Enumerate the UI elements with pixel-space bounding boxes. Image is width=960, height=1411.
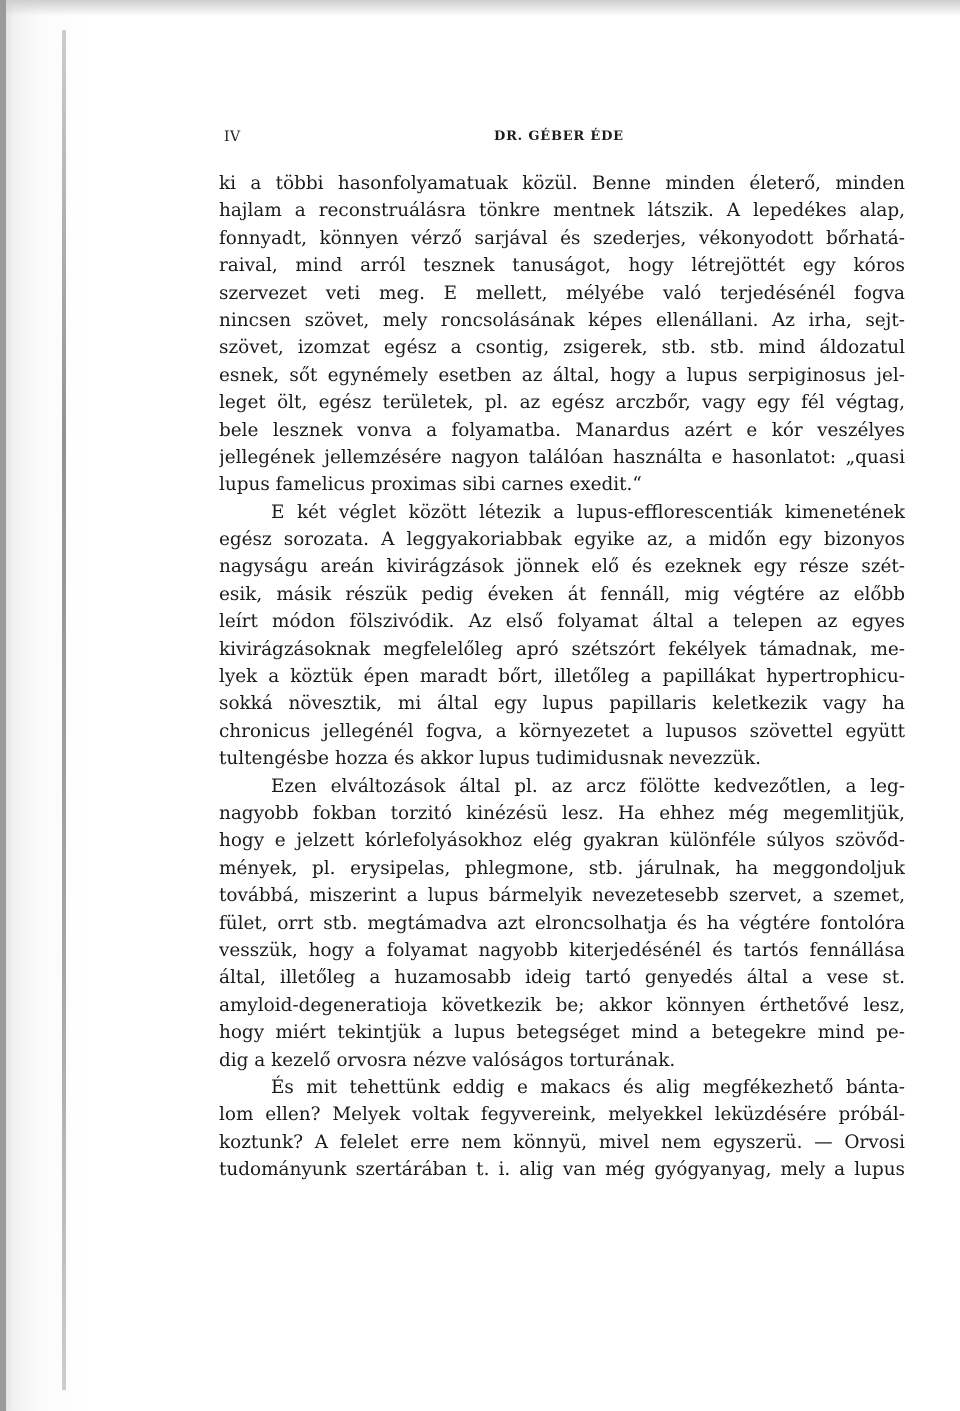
running-title: DR. GÉBER ÉDE — [494, 129, 624, 144]
text-line: szervezet veti meg. E mellett, mélyébe való terjedésénél fogva — [219, 282, 905, 304]
text-line: szövet, izomzat egész a csontig, zsigerek, stb. stb. mind áldozatul — [219, 337, 905, 359]
text-line: leírt módon fölszivódik. Az első folyamat által a telepen az egyes — [219, 611, 905, 633]
text-line: esnek, sőt egynémely esetben az által, hogy a lupus serpiginosus jel- — [219, 364, 905, 386]
text-line: egész sorozata. A leggyakoriabbak egyike az, a midőn egy bizonyos — [219, 529, 905, 551]
text-line: lyek a köztük épen maradt bőrt, illetőleg a papillákat hypertrophicu- — [219, 666, 905, 688]
text-line: lupus famelicus proximas sibi carnes exedit.“ — [219, 474, 642, 496]
text-line: esik, másik részük pedig éveken át fennáll, mig végtére az előbb — [219, 583, 905, 605]
text-line: E két véglet között létezik a lupus-efflorescentiák kimenetének — [271, 501, 905, 523]
gutter-shadow — [62, 30, 66, 1390]
text-line: raival, mind arról tesznek tanuságot, hogy létrejöttét egy kóros — [219, 255, 905, 277]
text-line: leget ölt, egész területek, pl. az egész arczbőr, vagy egy fél végtag, — [219, 392, 905, 414]
text-line: tultengésbe hozza és akkor lupus tudimidusnak nevezzük. — [219, 748, 761, 770]
text-line: hajlam a reconstruálásra tönkre mentnek látszik. A lepedékes alap, — [219, 200, 905, 222]
text-line: fonnyadt, könnyen vérző sarjával és szederjes, vékonyodott bőrhatá- — [219, 227, 905, 249]
text-line: jellegének jellemzésére nagyon találóan használta e hasonlatot: „quasi — [219, 446, 905, 468]
text-line: kivirágzásoknak megfelelőleg apró szétszórt fekélyek támadnak, me- — [219, 638, 905, 660]
text-line: dig a kezelő orvosra nézve valóságos torturának. — [219, 1049, 676, 1071]
text-line: nagyságu areán kivirágzások jönnek elő és ezeknek egy része szét- — [219, 556, 905, 578]
scan-top-shadow — [0, 0, 960, 16]
text-line: nincsen szövet, mely roncsolásának képes ellenállani. Az irha, sejt- — [219, 309, 905, 331]
page-number: IV — [224, 129, 241, 145]
text-line: továbbá, miszerint a lupus bármelyik nevezetesebb szervet, a szemet, — [219, 885, 905, 907]
text-line: vesszük, hogy a folyamat nagyobb kiterjedésénél és tartós fennállása — [219, 939, 905, 961]
book-binding-edge — [0, 0, 6, 1411]
text-line: amyloid-degeneratioja következik be; akkor könnyen érthetővé lesz, — [219, 994, 905, 1016]
text-line: koztunk? A felelet erre nem könnyü, mivel nem egyszerü. — Orvosi — [219, 1131, 905, 1153]
text-line: És mit tehettünk eddig e makacs és alig megfékezhető bánta- — [271, 1076, 905, 1098]
body-text — [219, 170, 905, 1183]
text-line: hogy miért tekintjük a lupus betegséget mind a betegekre mind pe- — [219, 1022, 905, 1044]
text-line: nagyobb fokban torzitó kinézésü lesz. Ha ehhez még megemlitjük, — [219, 802, 905, 824]
text-line: tudományunk szertárában t. i. alig van még gyógyanyag, mely a lupus — [219, 1159, 905, 1181]
text-line: chronicus jellegénél fogva, a környezetet a lupusos szövettel együtt — [219, 720, 905, 742]
text-line: által, illetőleg a huzamosabb ideig tartó genyedés által a vese st. — [219, 967, 905, 989]
text-line: hogy e jelzett kórlefolyásokhoz elég gyakran különféle súlyos szövőd- — [219, 830, 905, 852]
running-header — [224, 129, 904, 151]
text-line: ki a többi hasonfolyamatuak közül. Benne minden életerő, minden — [219, 173, 905, 194]
text-line: bele lesznek vonva a folyamatba. Manardus azért e kór veszélyes — [219, 419, 905, 441]
text-line: fület, orrt stb. megtámadva azt elroncsolhatja és ha végtére fontolóra — [219, 912, 905, 934]
text-line: mények, pl. erysipelas, phlegmone, stb. járulnak, ha meggondoljuk — [219, 857, 905, 879]
text-line: Ezen elváltozások által pl. az arcz fölötte kedvezőtlen, a leg- — [271, 775, 905, 797]
text-line: sokká növesztik, mi által egy lupus papillaris keletkezik vagy ha — [219, 693, 905, 715]
text-line: lom ellen? Melyek voltak fegyvereink, melyekkel leküzdésére próbál- — [219, 1104, 905, 1126]
